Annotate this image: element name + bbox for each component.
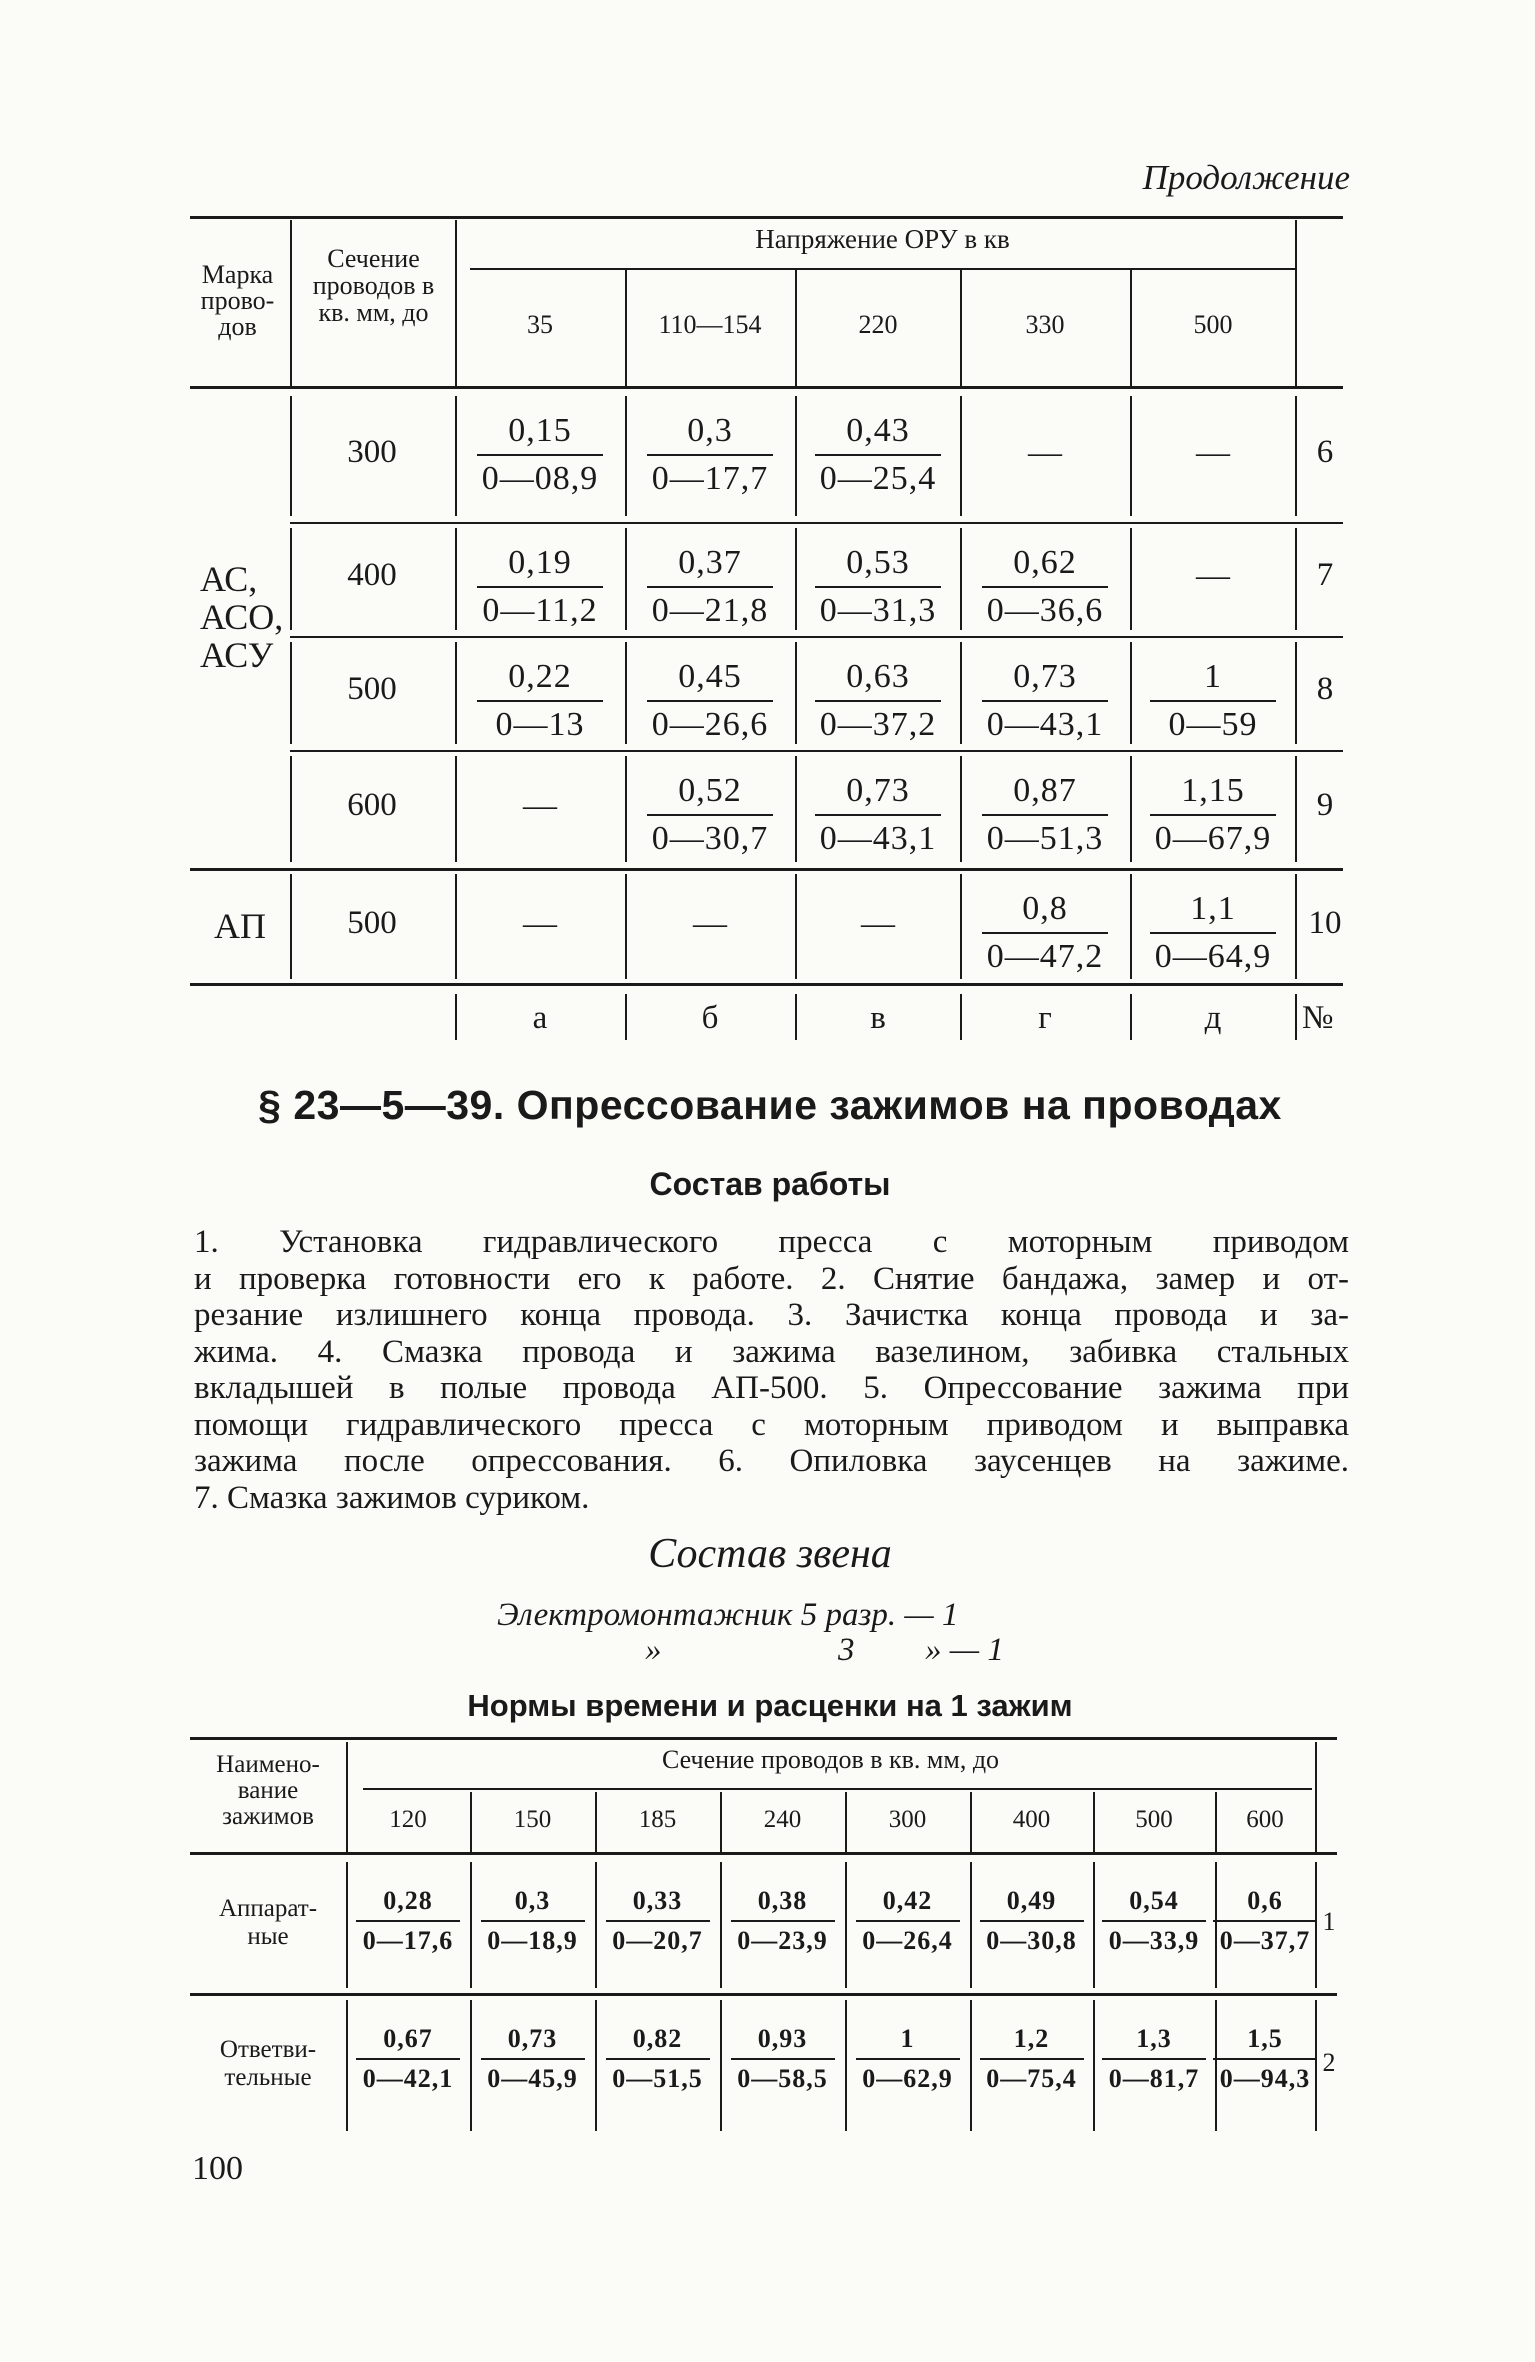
rule-line: [455, 642, 457, 744]
section-size-label: 400: [1012, 1806, 1051, 1833]
section-size-label: 150: [513, 1806, 552, 1833]
fraction-bar: [982, 586, 1108, 588]
rule-line: [960, 396, 962, 516]
rule-line: [845, 2000, 847, 2131]
section-value: 500: [347, 904, 397, 941]
rule-line: [290, 750, 1343, 752]
paragraph-line: жима. 4. Смазка провода и зажима вазелином, забивка стальных: [194, 1333, 1349, 1370]
norm-rate-cell: [640, 658, 780, 744]
rule-line: [960, 642, 962, 744]
rule-line: [1130, 756, 1132, 862]
fraction-bar: [980, 1920, 1084, 1922]
paragraph-line: и проверка готовности его к работе. 2. Снятие бандажа, замер и от-: [194, 1260, 1349, 1297]
fraction-bar: [647, 700, 773, 702]
rule-line: [970, 1792, 972, 1852]
norm-rate-cell: [975, 658, 1115, 744]
empty-dash: —: [1196, 434, 1230, 471]
time-norm: 0,33: [632, 1886, 683, 1915]
rule-line: [190, 1737, 1337, 1740]
empty-dash: —: [1196, 557, 1230, 594]
rule-line: [795, 642, 797, 744]
rate-price: 0—67,9: [1154, 820, 1272, 857]
norm-rate-cell: [349, 1886, 467, 1956]
rate-price: 0—08,9: [481, 460, 599, 497]
norm-rate-cell: [599, 1886, 717, 1956]
fraction-bar: [647, 586, 773, 588]
rule-line: [190, 386, 1343, 389]
section-size-label: 240: [763, 1806, 802, 1833]
rate-price: 0—36,6: [986, 592, 1104, 629]
fraction-bar: [815, 454, 941, 456]
rule-line: [455, 874, 457, 979]
time-norm: 0,3: [687, 412, 733, 449]
fraction-bar: [481, 1920, 585, 1922]
rule-line: [845, 1862, 847, 1988]
rule-line: [290, 636, 1343, 638]
section-title: § 23—5—39. Опрессование зажимов на проводах: [258, 1082, 1282, 1128]
rule-line: [625, 528, 627, 630]
norm-rate-cell: [849, 2024, 967, 2094]
fraction-bar: [856, 1920, 960, 1922]
rate-price: 0—58,5: [737, 2064, 828, 2093]
rule-line: [960, 994, 962, 1040]
time-norm: 0,82: [632, 2024, 683, 2053]
fraction-bar: [731, 2058, 835, 2060]
rate-price: 0—26,4: [862, 1926, 953, 1955]
rule-line: [190, 1993, 1337, 1996]
clamp-type-name: Аппарат- ные: [218, 1895, 318, 1950]
section-value: 400: [347, 557, 397, 593]
norm-rate-cell: [349, 2024, 467, 2094]
rate-price: 0—81,7: [1108, 2064, 1200, 2093]
column-letter: б: [701, 1000, 719, 1036]
fraction-bar: [980, 2058, 1084, 2060]
norm-rate-cell: [474, 1886, 592, 1956]
time-norm: 0,67: [383, 2024, 433, 2053]
rule-line: [1295, 756, 1297, 862]
row-number: 8: [1316, 671, 1334, 707]
page-number: 100: [192, 2150, 243, 2187]
crew-line-2-tail: » — 1: [925, 1632, 1004, 1668]
fraction-bar: [982, 932, 1108, 934]
grade-group-acs: АС, АСО, АСУ: [200, 559, 284, 675]
rule-line: [720, 1862, 722, 1988]
fraction-bar: [477, 586, 603, 588]
continuation-label: Продолжение: [1142, 158, 1350, 197]
fraction-bar: [982, 814, 1108, 816]
section-size-label: 185: [638, 1806, 677, 1833]
time-norm: 0,54: [1129, 1886, 1179, 1915]
row-number: 7: [1316, 557, 1334, 593]
rate-price: 0—30,7: [651, 820, 769, 857]
time-norm: 0,43: [846, 412, 910, 449]
rate-price: 0—47,2: [986, 938, 1104, 975]
rule-line: [720, 2000, 722, 2131]
rule-line: [190, 868, 1343, 871]
rule-line: [1295, 528, 1297, 630]
rule-line: [455, 994, 457, 1040]
time-norm: 1,1: [1190, 890, 1236, 927]
section-size-label: 500: [1135, 1806, 1173, 1833]
norm-rate-cell: [808, 772, 948, 858]
rate-price: 0—37,2: [819, 706, 937, 743]
norm-rate-cell: [1095, 2024, 1213, 2094]
grade-group-ap: АП: [214, 906, 266, 946]
name-column-header: Наимено- вание зажимов: [216, 1751, 320, 1830]
fraction-bar: [1102, 1920, 1206, 1922]
norm-rate-cell: [1206, 2024, 1324, 2094]
norm-rate-cell: [1143, 658, 1283, 744]
rate-price: 0—45,9: [487, 2064, 578, 2093]
fraction-bar: [731, 1920, 835, 1922]
time-norm: 0,73: [1013, 658, 1077, 695]
fraction-bar: [481, 2058, 585, 2060]
rule-line: [795, 874, 797, 979]
time-norm: 0,45: [678, 658, 742, 695]
rule-line: [795, 396, 797, 516]
norm-rate-cell: [849, 1886, 967, 1956]
rule-line: [1295, 874, 1297, 979]
rule-line: [346, 1862, 348, 1988]
fraction-bar: [477, 454, 603, 456]
time-norm: 0,62: [1013, 544, 1077, 581]
rule-line: [290, 522, 1343, 524]
voltage-label: 110—154: [658, 310, 762, 339]
rule-line: [1295, 396, 1297, 516]
rule-line: [290, 756, 292, 862]
rule-line: [1295, 642, 1297, 744]
rule-line: [625, 756, 627, 862]
rule-line: [625, 642, 627, 744]
empty-dash: —: [523, 904, 557, 942]
paragraph-line: 1. Установка гидравлического пресса с моторным приводом: [194, 1224, 1349, 1260]
rate-price: 0—51,5: [612, 2064, 703, 2093]
rule-line: [470, 1862, 472, 1988]
fraction-bar: [647, 814, 773, 816]
norm-rate-cell: [808, 412, 948, 498]
rule-line: [625, 874, 627, 979]
rule-line: [363, 1788, 1312, 1790]
rate-price: 0—62,9: [862, 2064, 953, 2093]
paragraph-line: 7. Смазка зажимов суриком.: [194, 1479, 590, 1516]
norm-rate-cell: [470, 658, 610, 744]
rate-price: 0—37,7: [1219, 1926, 1311, 1955]
norm-rate-cell: [599, 2024, 717, 2094]
norm-rate-cell: [973, 2024, 1091, 2094]
rule-line: [595, 1792, 597, 1852]
time-norm: 1,15: [1181, 772, 1245, 809]
rate-price: 0—75,4: [986, 2064, 1077, 2093]
time-norm: 0,28: [383, 1886, 433, 1915]
time-norm: 1,3: [1136, 2024, 1172, 2053]
rule-line: [455, 220, 457, 386]
fraction-bar: [856, 2058, 960, 2060]
rate-price: 0—33,9: [1108, 1926, 1200, 1955]
voltage-label: 220: [858, 310, 898, 339]
time-norm: 0,8: [1022, 890, 1068, 927]
norm-rate-cell: [973, 1886, 1091, 1956]
rate-price: 0—13: [495, 706, 585, 743]
time-norm: 0,49: [1006, 1886, 1057, 1915]
rule-line: [795, 270, 797, 386]
rate-price: 0—43,1: [819, 820, 937, 857]
row-number: 6: [1316, 434, 1334, 470]
time-norm: 0,37: [678, 544, 742, 581]
rule-line: [290, 396, 292, 516]
fraction-bar: [1150, 932, 1276, 934]
norm-rate-cell: [474, 2024, 592, 2094]
time-norm: 0,3: [514, 1886, 551, 1915]
row-number: 10: [1308, 904, 1342, 941]
rule-line: [455, 756, 457, 862]
rule-line: [1093, 1862, 1095, 1988]
norm-rate-cell: [640, 412, 780, 498]
section-value: 300: [347, 434, 397, 470]
rate-price: 0—30,8: [986, 1926, 1077, 1955]
norm-rate-cell: [470, 412, 610, 498]
rule-line: [960, 874, 962, 979]
rule-line: [1295, 220, 1297, 386]
rule-line: [1295, 994, 1297, 1040]
fraction-bar: [356, 2058, 460, 2060]
crew-line-2-quote: »: [645, 1632, 662, 1668]
rule-line: [595, 1862, 597, 1988]
rule-line: [290, 528, 292, 630]
rule-line: [190, 983, 1343, 986]
crew-heading: Состав звена: [648, 1531, 892, 1577]
voltage-label: 35: [527, 310, 553, 339]
rate-price: 0—31,3: [819, 592, 937, 629]
time-norm: 1: [1204, 658, 1222, 695]
time-norm: 0,6: [1247, 1886, 1283, 1915]
section-size-label: 120: [389, 1806, 427, 1833]
rate-price: 0—21,8: [651, 592, 769, 629]
rule-line: [1130, 528, 1132, 630]
fraction-bar: [647, 454, 773, 456]
rule-line: [290, 220, 292, 386]
row-number: 9: [1316, 787, 1334, 823]
fraction-bar: [477, 700, 603, 702]
rate-price: 0—17,6: [362, 1926, 454, 1955]
fraction-bar: [1213, 2058, 1317, 2060]
rule-line: [470, 1792, 472, 1852]
rule-line: [795, 528, 797, 630]
rule-line: [960, 528, 962, 630]
norm-rate-cell: [1143, 890, 1283, 976]
number-sign: №: [1302, 1000, 1334, 1036]
rule-line: [1093, 2000, 1095, 2131]
column-letter: д: [1204, 1000, 1222, 1036]
norm-rate-cell: [975, 544, 1115, 630]
section-size-label: 300: [888, 1806, 927, 1833]
norm-rate-cell: [975, 772, 1115, 858]
crew-line-2-grade: 3: [838, 1632, 855, 1668]
rule-line: [455, 528, 457, 630]
rule-line: [1130, 994, 1132, 1040]
rate-price: 0—25,4: [819, 460, 937, 497]
rule-line: [190, 1852, 1337, 1855]
row-number: 1: [1322, 1907, 1336, 1936]
rule-line: [346, 2000, 348, 2131]
fraction-bar: [982, 700, 1108, 702]
time-norm: 0,52: [678, 772, 742, 809]
rule-line: [720, 1792, 722, 1852]
rate-price: 0—42,1: [362, 2064, 454, 2093]
paragraph-line: вкладышей в полые провода АП-500. 5. Опрессование зажима при: [194, 1370, 1349, 1406]
time-norm: 0,22: [508, 658, 572, 695]
voltage-label: 500: [1193, 310, 1233, 339]
time-norm: 0,53: [846, 544, 910, 581]
rule-line: [470, 2000, 472, 2131]
rule-line: [970, 2000, 972, 2131]
column-letter: г: [1038, 1000, 1052, 1036]
section-value: 500: [347, 671, 397, 707]
section-value: 600: [347, 787, 397, 823]
norm-rate-cell: [808, 658, 948, 744]
work-heading: Состав работы: [649, 1166, 891, 1202]
fraction-bar: [606, 2058, 710, 2060]
rule-line: [190, 216, 1343, 219]
rule-line: [960, 270, 962, 386]
rate-price: 0—18,9: [487, 1926, 578, 1955]
rate-price: 0—11,2: [482, 592, 598, 629]
norm-rate-cell: [1095, 1886, 1213, 1956]
norm-rate-cell: [808, 544, 948, 630]
fraction-bar: [1213, 1920, 1317, 1922]
time-norm: 0,63: [846, 658, 910, 695]
time-norm: 0,15: [508, 412, 572, 449]
rate-price: 0—59: [1168, 706, 1258, 743]
time-norm: 0,42: [882, 1886, 933, 1915]
rate-price: 0—20,7: [612, 1926, 703, 1955]
fraction-bar: [1150, 814, 1276, 816]
norm-rate-cell: [724, 1886, 842, 1956]
voltage-label: 330: [1025, 310, 1065, 339]
norm-rate-cell: [640, 544, 780, 630]
rule-line: [795, 756, 797, 862]
rule-line: [1215, 2000, 1217, 2131]
paragraph-line: зажима после опрессования. 6. Опиловка заусенцев на зажиме.: [194, 1443, 1349, 1479]
paragraph-line: помощи гидравлического пресса с моторным приводом и выправка: [194, 1406, 1349, 1443]
paragraph-line: резание излишнего конца провода. 3. Зачистка конца провода и за-: [194, 1297, 1349, 1333]
norm-rate-cell: [724, 2024, 842, 2094]
grade-column-header: Марка прово- дов: [200, 260, 275, 341]
empty-dash: —: [693, 904, 727, 942]
norm-rate-cell: [975, 890, 1115, 976]
rule-line: [625, 994, 627, 1040]
column-letter: а: [532, 1000, 548, 1036]
time-norm: 0,73: [507, 2024, 558, 2053]
fraction-bar: [815, 700, 941, 702]
norm-rate-cell: [1143, 772, 1283, 858]
column-letter: в: [870, 1000, 886, 1036]
fraction-bar: [815, 586, 941, 588]
rule-line: [1215, 1862, 1217, 1988]
fraction-bar: [1150, 700, 1276, 702]
rule-line: [1093, 1792, 1095, 1852]
clamp-type-name: Ответви- тельные: [219, 2035, 317, 2091]
rule-line: [290, 874, 292, 979]
empty-dash: —: [1028, 434, 1062, 471]
time-norm: 1,2: [1013, 2024, 1050, 2053]
fraction-bar: [606, 1920, 710, 1922]
fraction-bar: [356, 1920, 460, 1922]
norm-rate-cell: [470, 544, 610, 630]
time-norm: 1,5: [1247, 2024, 1283, 2053]
work-paragraph: [194, 1224, 1349, 1516]
rule-line: [845, 1792, 847, 1852]
time-norm: 1: [900, 2024, 915, 2053]
section-header: Сечение проводов в кв. мм, до: [661, 1745, 1000, 1774]
time-norm: 0,93: [757, 2024, 808, 2053]
empty-dash: —: [861, 904, 895, 942]
norms-heading: Нормы времени и расценки на 1 зажим: [467, 1688, 1073, 1723]
section-size-label: 600: [1246, 1806, 1284, 1833]
rule-line: [470, 268, 1295, 270]
crew-line-1: Электромонтажник 5 разр. — 1: [497, 1597, 959, 1633]
rate-price: 0—51,3: [986, 820, 1104, 857]
norm-rate-cell: [640, 772, 780, 858]
rate-price: 0—26,6: [651, 706, 769, 743]
rate-price: 0—94,3: [1219, 2064, 1311, 2093]
norm-rate-cell: [1206, 1886, 1324, 1956]
rate-price: 0—43,1: [986, 706, 1104, 743]
rule-line: [1130, 396, 1132, 516]
rule-line: [1130, 642, 1132, 744]
rule-line: [795, 994, 797, 1040]
row-number: 2: [1322, 2047, 1336, 2077]
rule-line: [960, 756, 962, 862]
rule-line: [1315, 1742, 1317, 1852]
fraction-bar: [815, 814, 941, 816]
time-norm: 0,19: [508, 544, 572, 581]
rule-line: [625, 396, 627, 516]
rate-price: 0—23,9: [737, 1926, 828, 1955]
empty-dash: —: [523, 787, 557, 824]
time-norm: 0,73: [846, 772, 910, 809]
rule-line: [970, 1862, 972, 1988]
time-norm: 0,87: [1013, 772, 1077, 809]
rate-price: 0—64,9: [1154, 938, 1272, 975]
rule-line: [625, 270, 627, 386]
fraction-bar: [1102, 2058, 1206, 2060]
rule-line: [455, 396, 457, 516]
rate-price: 0—17,7: [651, 460, 769, 497]
section-column-header: Сечение проводов в кв. мм, до: [312, 244, 435, 327]
rule-line: [1130, 874, 1132, 979]
rule-line: [595, 2000, 597, 2131]
voltage-header: Напряжение ОРУ в кв: [755, 224, 1010, 254]
rule-line: [1130, 270, 1132, 386]
time-norm: 0,38: [757, 1886, 808, 1915]
rule-line: [290, 642, 292, 744]
